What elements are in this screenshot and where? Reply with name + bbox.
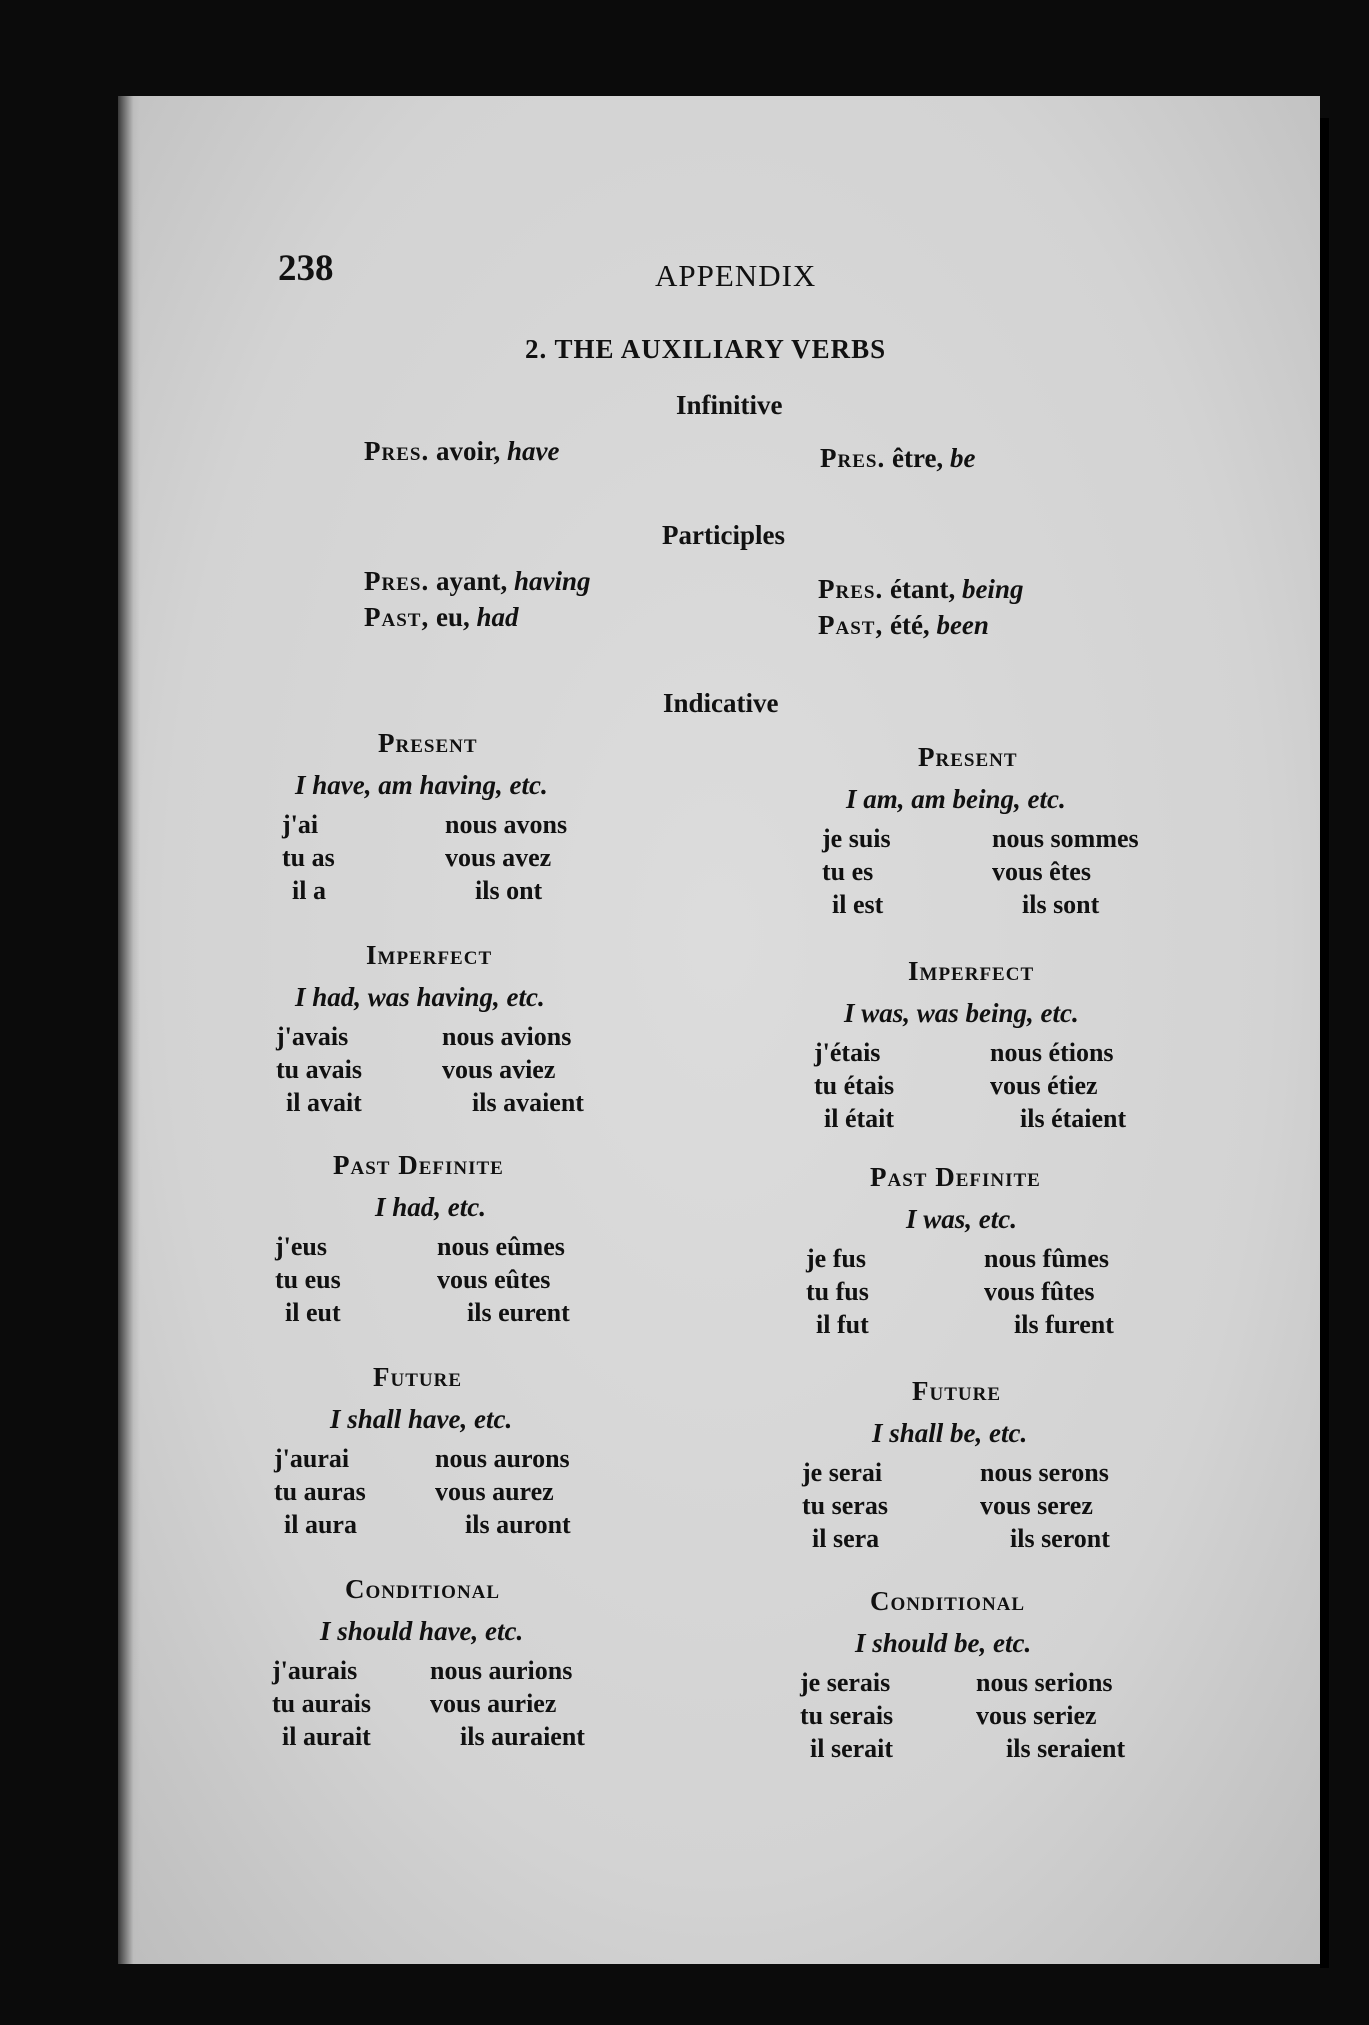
tense-title: Imperfect (366, 940, 493, 970)
singular-form: il fut (816, 1310, 869, 1339)
section-title: 2. THE AUXILIARY VERBS (525, 334, 887, 364)
singular-form: tu fus (806, 1277, 869, 1306)
singular-form: tu avais (276, 1055, 362, 1084)
singular-form: il serait (810, 1734, 894, 1763)
singular-form: j'aurais (272, 1656, 358, 1685)
singular-form: il était (824, 1104, 895, 1133)
tense-gloss: I shall have, etc. (330, 1404, 513, 1434)
plural-form: vous étiez (990, 1071, 1098, 1100)
gloss-text: having (513, 566, 591, 596)
tense-gloss: I was, was being, etc. (844, 998, 1079, 1028)
singular-form: je serais (800, 1668, 891, 1697)
tense-label: Pres. (820, 443, 886, 473)
plural-form: nous étions (990, 1038, 1114, 1067)
gloss-text: be (949, 443, 976, 473)
singular-form: tu seras (802, 1491, 888, 1520)
infinitive-etre (820, 443, 975, 474)
singular-form: tu serais (800, 1701, 894, 1730)
form-text: étant, (889, 574, 956, 604)
form-text: eu, (435, 602, 470, 632)
tense-title: Conditional (870, 1586, 1026, 1616)
plural-form: vous avez (445, 843, 552, 872)
plural-form: ils auraient (460, 1722, 585, 1751)
form-text: ayant, (435, 566, 508, 596)
singular-form: je fus (806, 1244, 866, 1273)
singular-form: tu auras (274, 1477, 366, 1506)
singular-form: il eut (285, 1298, 341, 1327)
singular-form: tu as (282, 843, 335, 872)
running-head: APPENDIX (655, 258, 817, 293)
form-text: été, (889, 610, 930, 640)
gutter-shadow (118, 96, 140, 1964)
participle-etre-past (818, 610, 989, 641)
participle-avoir-present (364, 566, 591, 597)
tense-title: Present (918, 742, 1018, 772)
plural-form: ils ont (475, 876, 543, 905)
plural-form: vous aviez (442, 1055, 556, 1084)
plural-form: nous fûmes (984, 1244, 1109, 1273)
form-text: avoir, (435, 436, 501, 466)
tense-label: Pres. (364, 436, 430, 466)
singular-form: il a (292, 876, 326, 905)
plural-form: nous aurions (430, 1656, 573, 1685)
plural-form: nous serons (980, 1458, 1109, 1487)
singular-form: il sera (812, 1524, 880, 1553)
plural-form: nous aurons (435, 1444, 570, 1473)
infinitive-avoir (364, 436, 559, 467)
page-number: 238 (278, 248, 334, 289)
plural-form: ils avaient (472, 1088, 584, 1117)
tense-title: Future (912, 1376, 1002, 1406)
plural-form: ils seront (1010, 1524, 1110, 1553)
plural-form: ils furent (1014, 1310, 1114, 1339)
plural-form: ils auront (465, 1510, 571, 1539)
plural-form: nous eûmes (437, 1232, 565, 1261)
tense-title: Future (373, 1362, 463, 1392)
singular-form: il avait (286, 1088, 362, 1117)
singular-form: j'avais (276, 1022, 349, 1051)
infinitive-heading: Infinitive (676, 390, 783, 420)
tense-title: Imperfect (908, 956, 1035, 986)
tense-label: Past, (818, 610, 884, 640)
tense-gloss: I shall be, etc. (872, 1418, 1028, 1448)
plural-form: nous sommes (992, 824, 1139, 853)
gloss-text: had (476, 602, 519, 632)
participle-avoir-past (364, 602, 519, 633)
tense-title: Past Definite (870, 1162, 1041, 1192)
plural-form: ils eurent (467, 1298, 570, 1327)
singular-form: tu étais (814, 1071, 895, 1100)
tense-gloss: I had, was having, etc. (295, 982, 545, 1012)
plural-form: ils sont (1022, 890, 1100, 919)
singular-form: tu es (822, 857, 874, 886)
plural-form: vous êtes (992, 857, 1091, 886)
tense-gloss: I had, etc. (375, 1192, 486, 1222)
singular-form: tu eus (275, 1265, 341, 1294)
tense-title: Past Definite (333, 1150, 504, 1180)
plural-form: nous serions (976, 1668, 1113, 1697)
plural-form: ils étaient (1020, 1104, 1127, 1133)
tense-gloss: I should be, etc. (855, 1628, 1032, 1658)
gloss-text: have (506, 436, 560, 466)
singular-form: j'étais (814, 1038, 881, 1067)
plural-form: ils seraient (1006, 1734, 1126, 1763)
tense-title: Conditional (345, 1574, 501, 1604)
plural-form: vous serez (980, 1491, 1093, 1520)
gloss-text: been (936, 610, 989, 640)
plural-form: nous avions (442, 1022, 572, 1051)
singular-form: j'ai (282, 810, 319, 839)
singular-form: je suis (822, 824, 891, 853)
singular-form: il aurait (282, 1722, 371, 1751)
tense-gloss: I was, etc. (906, 1204, 1017, 1234)
singular-form: tu aurais (272, 1689, 371, 1718)
plural-form: vous aurez (435, 1477, 554, 1506)
singular-form: j'eus (275, 1232, 327, 1261)
tense-gloss: I am, am being, etc. (846, 784, 1066, 814)
page-edge-rule (1320, 118, 1329, 1968)
singular-form: j'aurai (274, 1444, 350, 1473)
plural-form: vous eûtes (437, 1265, 551, 1294)
plural-form: vous auriez (430, 1689, 557, 1718)
tense-label: Pres. (364, 566, 430, 596)
participle-etre-present (818, 574, 1023, 605)
tense-label: Pres. (818, 574, 884, 604)
tense-title: Present (378, 728, 478, 758)
plural-form: vous seriez (976, 1701, 1097, 1730)
singular-form: il aura (284, 1510, 357, 1539)
participles-heading: Participles (662, 520, 785, 550)
plural-form: vous fûtes (984, 1277, 1095, 1306)
form-text: être, (891, 443, 944, 473)
tense-gloss: I should have, etc. (320, 1616, 524, 1646)
gloss-text: being (961, 574, 1024, 604)
tense-gloss: I have, am having, etc. (295, 770, 548, 800)
indicative-heading: Indicative (663, 688, 779, 718)
tense-label: Past, (364, 602, 430, 632)
plural-form: nous avons (445, 810, 568, 839)
singular-form: je serai (802, 1458, 883, 1487)
singular-form: il est (832, 890, 884, 919)
